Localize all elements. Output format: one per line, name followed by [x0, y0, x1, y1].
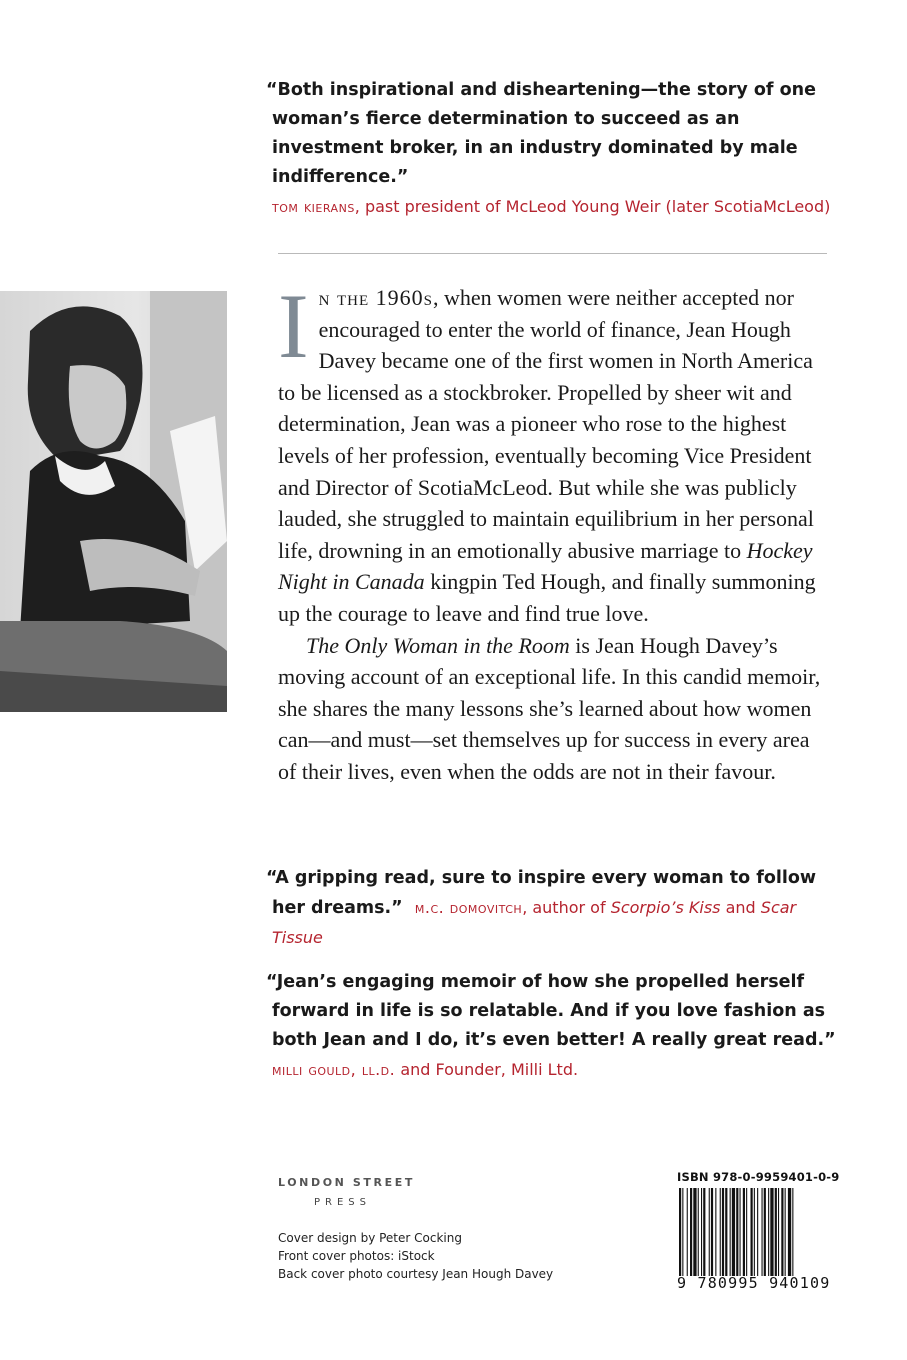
barcode-bar — [778, 1188, 779, 1276]
barcode-bar — [725, 1188, 727, 1276]
credit-line: Front cover photos: iStock — [278, 1249, 435, 1263]
attribution-title: , author of — [522, 898, 611, 917]
barcode-bar — [698, 1188, 699, 1276]
credit-line: Cover design by Peter Cocking — [278, 1231, 462, 1245]
barcode-bar — [687, 1188, 688, 1276]
show-title: Hockey Night in Canada — [278, 537, 813, 595]
barcode-bar — [751, 1188, 753, 1276]
description-paragraph-1 — [278, 275, 833, 630]
publisher-press: PRESS — [314, 1197, 371, 1208]
cover-credits — [278, 1229, 553, 1283]
drop-cap: I — [278, 275, 309, 377]
lead-in: n the 1960s — [318, 285, 433, 310]
barcode-bar — [703, 1188, 705, 1276]
attribution-name: tom kierans — [272, 197, 355, 216]
barcode-bar — [730, 1188, 731, 1276]
blurb-text: “Both inspirational and disheartening—the story of one woman’s fierce determination to succeed as an investment broker, in an industry dominated by male indifference.” — [266, 80, 816, 187]
credit-line: Back cover photo courtesy Jean Hough Davey — [278, 1267, 554, 1281]
barcode-bar — [736, 1188, 738, 1276]
barcode-bar — [746, 1188, 747, 1276]
isbn-label: ISBN 978-0-9959401-0-9 — [677, 1170, 840, 1184]
barcode-bar — [722, 1188, 724, 1276]
publisher-name: LONDON STREET — [278, 1176, 415, 1189]
barcode-number: 9 780995 940109 — [677, 1274, 831, 1292]
barcode-bar — [781, 1188, 783, 1276]
barcode-bar — [754, 1188, 755, 1276]
barcode-bar — [775, 1188, 777, 1276]
barcode-bar — [792, 1188, 793, 1276]
book-title-2: Scar Tissue — [272, 898, 797, 947]
barcode-bar — [764, 1188, 766, 1276]
author-photo-illustration — [0, 291, 227, 712]
barcode-bar — [740, 1188, 741, 1276]
barcode-bar — [701, 1188, 702, 1276]
blurb-text: “A gripping read, sure to inspire every woman to follow her dreams.” — [266, 868, 817, 918]
paragraph-1-ending: kingpin Ted Hough, and finally summoning up the courage to leave and find true love. — [278, 569, 816, 626]
book-title-1: Scorpio’s Kiss — [610, 898, 721, 917]
barcode-bar — [682, 1188, 683, 1276]
barcode-bar — [711, 1188, 713, 1276]
divider-rule — [278, 253, 827, 254]
barcode-bar — [762, 1188, 763, 1276]
blurb-attribution — [272, 192, 847, 221]
paragraph-1-text: , when women were neither accepted nor encouraged to enter the world of finance, Jean Hough Davey became one of the first women in North America to be licensed as a stockbroker. Propelled by sheer wit and determination, Jean was a pioneer who rose to the highest levels of her profession, eventually becoming Vice President and Director of ScotiaMcLeod. But while she was publicly lauded, she struggled to maintain equilibrium in her personal life, drowning in an emotionally abusive marriage to — [278, 285, 814, 563]
blurb-mc-domovitch — [266, 864, 847, 953]
attribution-title: and Founder, Milli Ltd. — [395, 1060, 579, 1079]
paragraph-2-text: is Jean Hough Davey’s moving account of an exceptional life. In this candid memoir, she shares the many lessons she’s learned about how women can—and must—set themselves up for success in every area of their lives, even when the odds are not in their favour. — [278, 632, 821, 784]
blurb-text: “Jean’s engaging memoir of how she propelled herself forward in life is so relatable. And if you love fashion as both Jean and I do, it’s even better! A really great read.” — [266, 972, 836, 1050]
book-description — [278, 275, 833, 788]
attribution-name: milli gould, ll.d. — [272, 1060, 396, 1079]
barcode-bar — [788, 1188, 791, 1276]
barcode-bar — [679, 1188, 681, 1276]
blurb-attribution — [272, 1055, 847, 1084]
barcode-bar — [768, 1188, 769, 1276]
barcode-bar — [785, 1188, 786, 1276]
barcode-bar — [690, 1188, 692, 1276]
barcode-bar — [743, 1188, 745, 1276]
barcode-bar — [757, 1188, 758, 1276]
barcode-bar — [715, 1188, 716, 1276]
barcode-bar — [770, 1188, 773, 1276]
attribution-conjunction: and — [720, 898, 761, 917]
author-photo — [0, 291, 227, 712]
blurb-tom-kierans — [266, 76, 847, 221]
barcode-icon — [677, 1188, 833, 1276]
attribution-name: m.c. domovitch — [414, 898, 523, 917]
publisher-logo — [278, 1176, 415, 1208]
barcode-bar — [709, 1188, 710, 1276]
blurb-text-with-attribution — [266, 864, 847, 953]
barcode-bar — [720, 1188, 721, 1276]
attribution-title: , past president of McLeod Young Weir (later ScotiaMcLeod) — [354, 197, 831, 216]
barcode-bar — [693, 1188, 696, 1276]
barcode-bar — [732, 1188, 735, 1276]
description-paragraph-2 — [278, 630, 833, 788]
book-title: The Only Woman in the Room — [306, 632, 570, 658]
blurb-milli-gould — [266, 968, 847, 1084]
isbn-barcode — [677, 1170, 840, 1292]
